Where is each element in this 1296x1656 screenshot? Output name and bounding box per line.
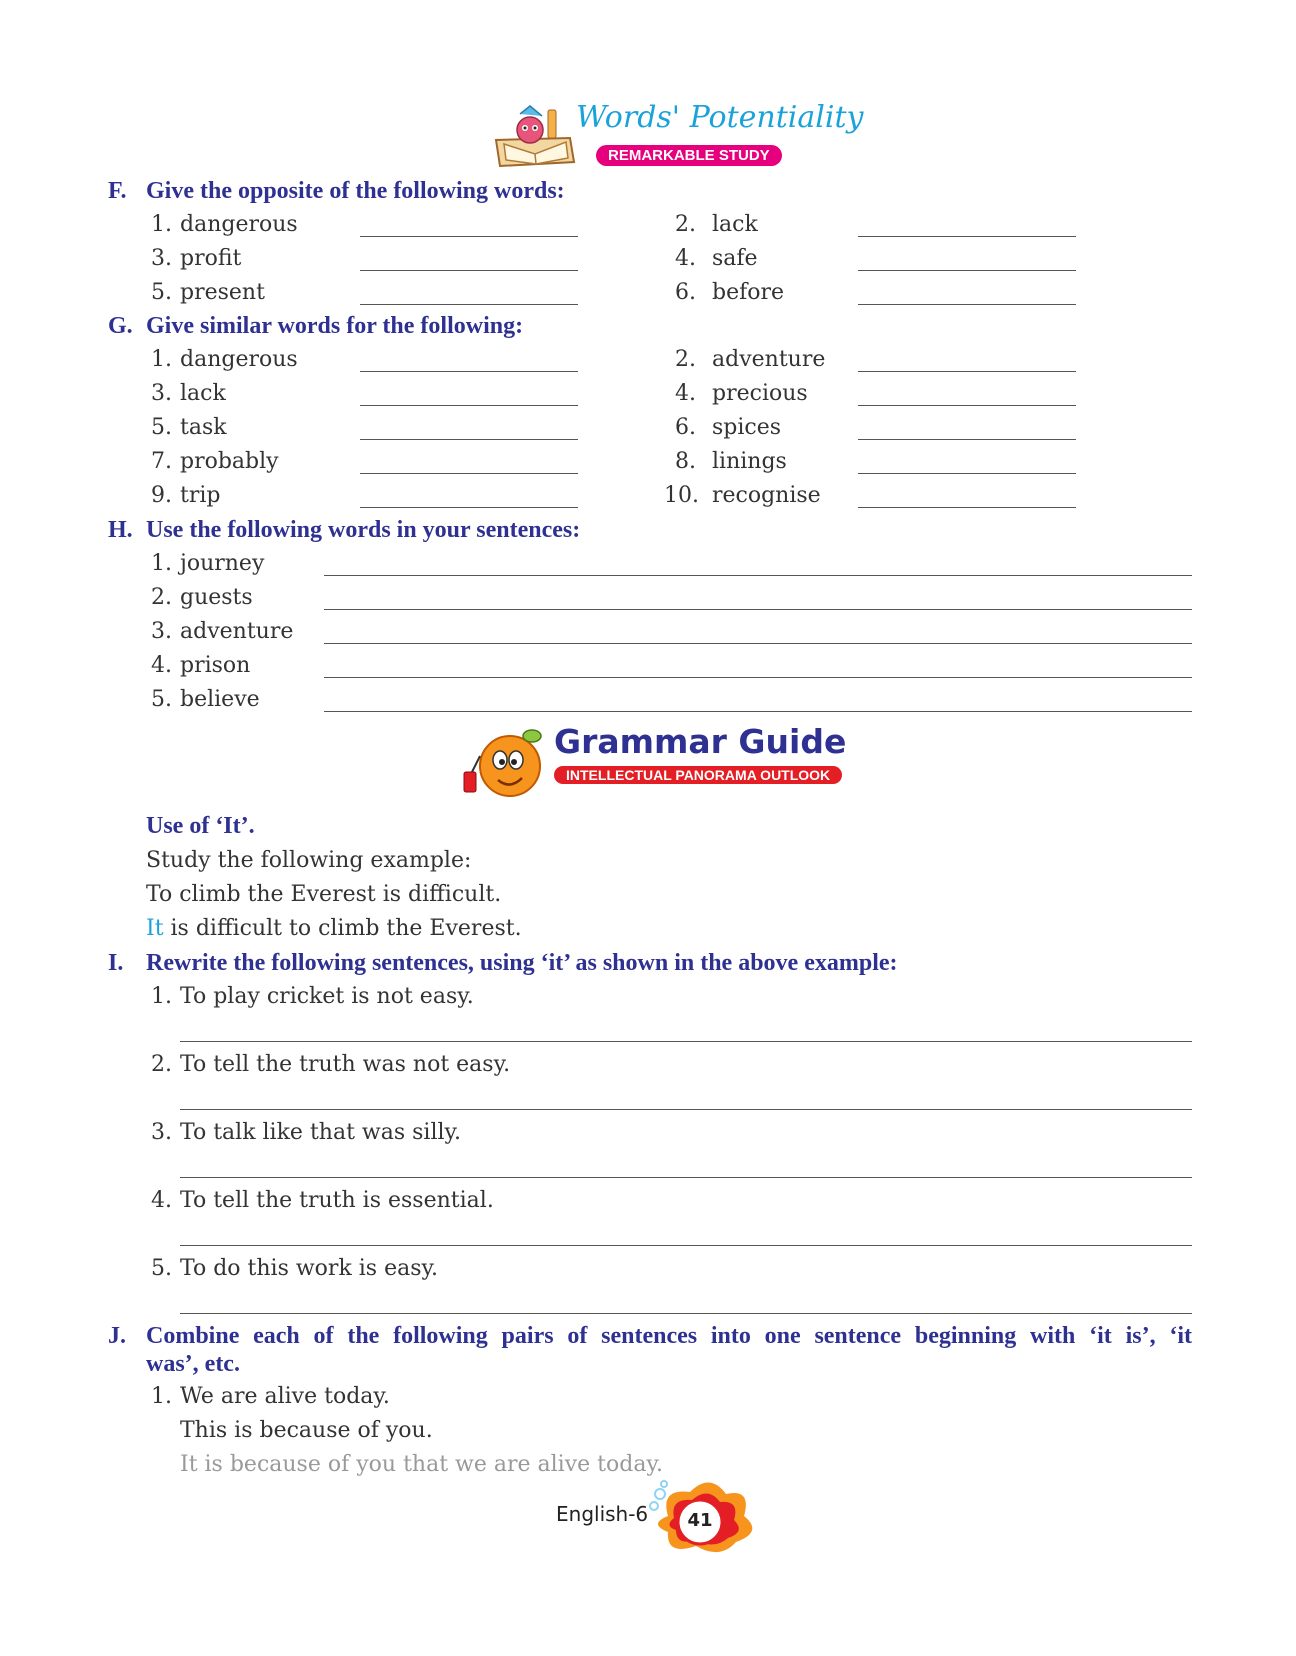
section-f-letter: F. bbox=[108, 178, 127, 204]
h-item-word: adventure bbox=[180, 619, 294, 644]
f-item-word: safe bbox=[712, 246, 758, 271]
section-j-title-line1: Combine each of the following pairs of sentences into one sentence beginning with ‘it is’, ‘it bbox=[146, 1323, 1192, 1349]
f-answer-line[interactable] bbox=[858, 270, 1076, 271]
h-item-word: guests bbox=[180, 585, 253, 610]
i-item-sentence: To talk like that was silly. bbox=[180, 1120, 462, 1145]
section-h-letter: H. bbox=[108, 517, 133, 543]
f-item-number: 4. bbox=[675, 246, 696, 271]
g-item-number: 9. bbox=[151, 483, 172, 508]
i-item-number: 2. bbox=[151, 1052, 172, 1077]
f-answer-line[interactable] bbox=[858, 236, 1076, 237]
h-sentence-line[interactable] bbox=[324, 677, 1192, 678]
g-answer-line[interactable] bbox=[858, 507, 1076, 508]
f-item-word: lack bbox=[712, 212, 758, 237]
section-h-title: Use the following words in your sentences: bbox=[146, 517, 581, 543]
example-intro: Study the following example: bbox=[146, 848, 472, 873]
i-item-sentence: To tell the truth is essential. bbox=[180, 1188, 494, 1213]
g-answer-line[interactable] bbox=[858, 473, 1076, 474]
h-item-word: journey bbox=[180, 551, 265, 576]
j-item-number: 1. bbox=[151, 1384, 172, 1409]
h-item-number: 2. bbox=[151, 585, 172, 610]
g-answer-line[interactable] bbox=[858, 439, 1076, 440]
g-item-number: 6. bbox=[675, 415, 696, 440]
f-answer-line[interactable] bbox=[858, 304, 1076, 305]
i-item-sentence: To do this work is easy. bbox=[180, 1256, 439, 1281]
g-item-number: 2. bbox=[675, 347, 696, 372]
example-sentence: To climb the Everest is difficult. bbox=[146, 882, 502, 907]
g-answer-line[interactable] bbox=[360, 405, 578, 406]
example-rewritten-rest: is difficult to climb the Everest. bbox=[163, 916, 522, 941]
g-item-number: 5. bbox=[151, 415, 172, 440]
g-item-number: 7. bbox=[151, 449, 172, 474]
i-answer-line[interactable] bbox=[180, 1041, 1192, 1042]
g-answer-line[interactable] bbox=[360, 473, 578, 474]
i-item-sentence: To tell the truth was not easy. bbox=[180, 1052, 511, 1077]
f-answer-line[interactable] bbox=[360, 304, 578, 305]
i-item-number: 1. bbox=[151, 984, 172, 1009]
highlighted-it: It bbox=[146, 916, 164, 941]
use-of-it-heading: Use of ‘It’. bbox=[146, 813, 255, 839]
h-item-word: prison bbox=[180, 653, 251, 678]
f-item-number: 1. bbox=[151, 212, 172, 237]
j-example-answer: It is because of you that we are alive today. bbox=[180, 1452, 663, 1477]
h-item-word: believe bbox=[180, 687, 260, 712]
h-sentence-line[interactable] bbox=[324, 643, 1192, 644]
f-item-number: 6. bbox=[675, 280, 696, 305]
g-answer-line[interactable] bbox=[360, 507, 578, 508]
i-item-number: 4. bbox=[151, 1188, 172, 1213]
g-item-number: 8. bbox=[675, 449, 696, 474]
i-answer-line[interactable] bbox=[180, 1245, 1192, 1246]
i-answer-line[interactable] bbox=[180, 1177, 1192, 1178]
g-answer-line[interactable] bbox=[858, 371, 1076, 372]
i-answer-line[interactable] bbox=[180, 1313, 1192, 1314]
h-item-number: 5. bbox=[151, 687, 172, 712]
study-book-icon bbox=[490, 100, 580, 172]
section-j-title-line2: was’, etc. bbox=[146, 1351, 240, 1377]
g-item-word: spices bbox=[712, 415, 782, 440]
f-item-word: dangerous bbox=[180, 212, 298, 237]
i-answer-line[interactable] bbox=[180, 1109, 1192, 1110]
g-item-word: recognise bbox=[712, 483, 821, 508]
book-name: English-6 bbox=[556, 1502, 649, 1526]
words-potentiality-header bbox=[490, 100, 864, 172]
page-number: 41 bbox=[687, 1510, 713, 1531]
section-g-letter: G. bbox=[108, 313, 133, 339]
f-answer-line[interactable] bbox=[360, 270, 578, 271]
g-item-word: precious bbox=[712, 381, 808, 406]
g-item-number: 3. bbox=[151, 381, 172, 406]
g-item-word: dangerous bbox=[180, 347, 298, 372]
example-rewritten bbox=[146, 916, 522, 941]
g-item-word: trip bbox=[180, 483, 221, 508]
section-g-title: Give similar words for the following: bbox=[146, 313, 524, 339]
g-item-number: 4. bbox=[675, 381, 696, 406]
grammar-guide-header bbox=[458, 722, 848, 802]
g-item-number: 10. bbox=[664, 483, 699, 508]
h-item-number: 1. bbox=[151, 551, 172, 576]
orange-mascot-icon bbox=[458, 722, 548, 802]
g-answer-line[interactable] bbox=[360, 371, 578, 372]
j-sentence-2: This is because of you. bbox=[180, 1418, 433, 1443]
h-sentence-line[interactable] bbox=[324, 575, 1192, 576]
g-item-word: linings bbox=[712, 449, 787, 474]
intellectual-panorama-badge: INTELLECTUAL PANORAMA OUTLOOK bbox=[554, 766, 842, 784]
h-item-number: 3. bbox=[151, 619, 172, 644]
section-i-letter: I. bbox=[108, 950, 124, 976]
g-item-word: lack bbox=[180, 381, 226, 406]
i-item-number: 3. bbox=[151, 1120, 172, 1145]
page-footer bbox=[556, 1476, 766, 1556]
g-item-word: probably bbox=[180, 449, 279, 474]
f-item-word: present bbox=[180, 280, 265, 305]
i-item-sentence: To play cricket is not easy. bbox=[180, 984, 474, 1009]
g-answer-line[interactable] bbox=[360, 439, 578, 440]
section-f-title: Give the opposite of the following words: bbox=[146, 178, 565, 204]
j-sentence-1: We are alive today. bbox=[180, 1384, 390, 1409]
h-item-number: 4. bbox=[151, 653, 172, 678]
g-item-word: task bbox=[180, 415, 227, 440]
section-i-title: Rewrite the following sentences, using ‘it’ as shown in the above example: bbox=[146, 950, 898, 976]
grammar-guide-title: Grammar Guide bbox=[554, 722, 847, 761]
f-item-number: 2. bbox=[675, 212, 696, 237]
g-answer-line[interactable] bbox=[858, 405, 1076, 406]
f-answer-line[interactable] bbox=[360, 236, 578, 237]
f-item-number: 5. bbox=[151, 280, 172, 305]
f-item-number: 3. bbox=[151, 246, 172, 271]
g-item-word: adventure bbox=[712, 347, 826, 372]
h-sentence-line[interactable] bbox=[324, 711, 1192, 712]
words-potentiality-title: Words' Potentiality bbox=[576, 100, 864, 135]
h-sentence-line[interactable] bbox=[324, 609, 1192, 610]
f-item-word: profit bbox=[180, 246, 242, 271]
i-item-number: 5. bbox=[151, 1256, 172, 1281]
f-item-word: before bbox=[712, 280, 785, 305]
remarkable-study-badge: REMARKABLE STUDY bbox=[596, 145, 782, 166]
g-item-number: 1. bbox=[151, 347, 172, 372]
section-j-letter: J. bbox=[108, 1323, 126, 1349]
